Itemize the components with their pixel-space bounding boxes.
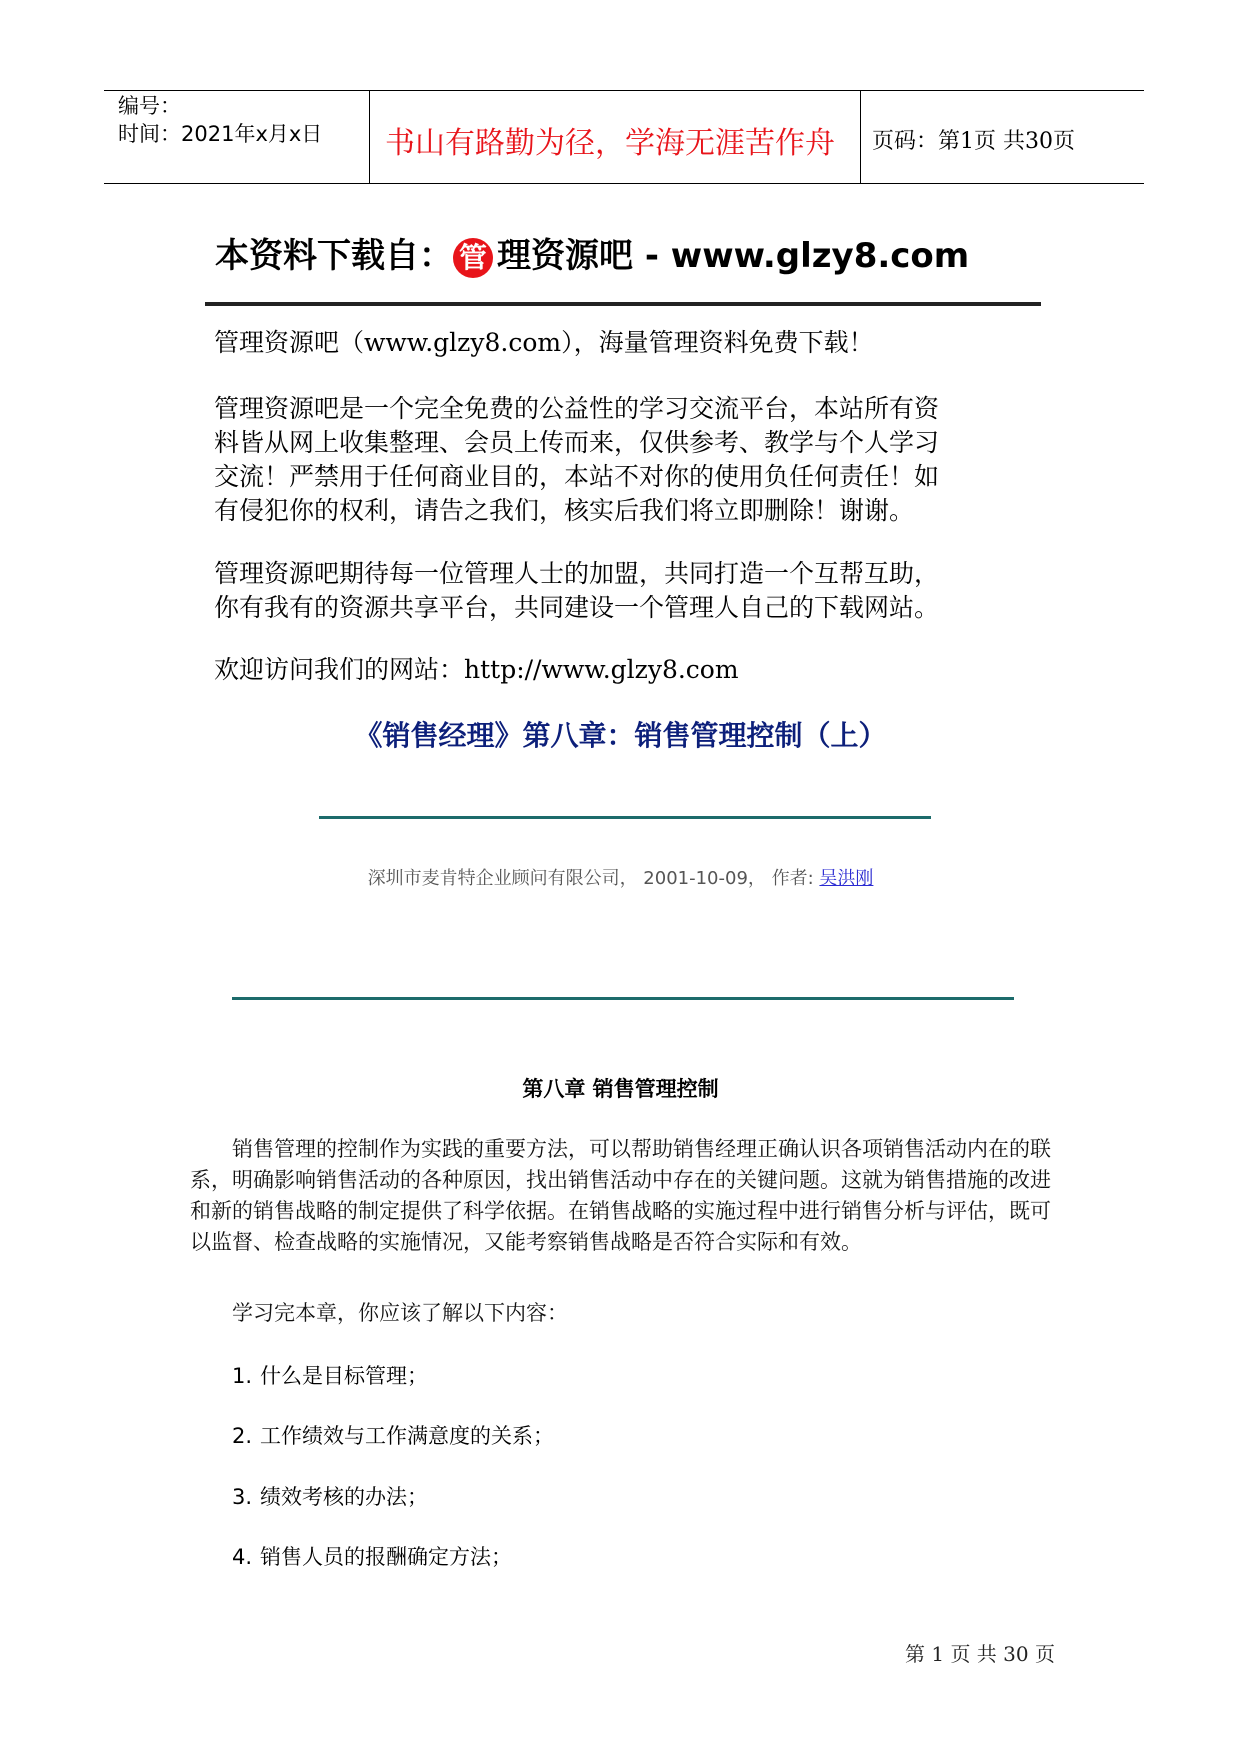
intro-paragraph: 销售管理的控制作为实践的重要方法，可以帮助销售经理正确认识各项销售活动内在的联系，明确影响销售活动的各种原因，找出销售活动中存在的关键问题。这就为销售措施的改进和新的销售战略的制定提供了科学依据。在销售战略的实施过程中进行销售分析与评估，既可以监督、检查战略的实施情况，又能考察销售战略是否符合实际和有效。: [190, 1137, 1051, 1254]
author-link[interactable]: 吴洪刚: [819, 868, 874, 889]
section-rule: [232, 997, 1014, 1000]
document-title: 《销售经理》第八章：销售管理控制（上）: [354, 719, 887, 752]
list-item-number: 4.: [232, 1545, 253, 1569]
learn-intro: 学习完本章，你应该了解以下内容：: [232, 1301, 568, 1325]
notice-p2-line: 料皆从网上收集整理、会员上传而来，仅供参考、教学与个人学习: [214, 428, 940, 457]
header-motto: 书山有路勤为径，学海无涯苦作舟: [385, 126, 835, 161]
notice-paragraph-2: [214, 392, 939, 528]
banner-site-name: 理资源吧: [497, 236, 633, 276]
notice-p3-line: 你有我有的资源共享平台，共同建设一个管理人自己的下载网站。: [214, 593, 940, 622]
header-number-label: 编号：: [118, 94, 181, 118]
list-item-number: 2.: [232, 1424, 253, 1448]
notice-line1: 管理资源吧（www.glzy8.com），海量管理资料免费下载！: [214, 328, 874, 357]
notice-paragraph-3: [214, 557, 939, 625]
header-meta: [118, 92, 322, 148]
download-banner: [215, 228, 969, 278]
byline: [0, 864, 1241, 890]
chapter-heading: 第八章 销售管理控制: [522, 1077, 719, 1101]
header-page-info: 页码：第1页 共30页: [872, 129, 1075, 154]
list-item-number: 3.: [232, 1485, 253, 1509]
list-item: [232, 1481, 428, 1511]
notice-p2-line: 交流！严禁用于任何商业目的，本站不对你的使用负任何责任！如: [214, 462, 940, 491]
header-top-rule: [104, 90, 1144, 91]
header-divider-right: [860, 90, 861, 183]
byline-text: 深圳市麦肯特企业顾问有限公司， 2001-10-09， 作者:: [367, 868, 820, 889]
notice-p3-line: 管理资源吧期待每一位管理人士的加盟，共同打造一个互帮互助，: [214, 559, 940, 588]
page-footer: 第 1 页 共 30 页: [905, 1642, 1055, 1666]
header-time-label: 时间：2021年x月x日: [118, 122, 323, 146]
banner-url: - www.glzy8.com: [633, 236, 970, 276]
site-logo-icon: 管: [453, 238, 493, 278]
list-item-text: 什么是目标管理；: [260, 1364, 429, 1388]
title-rule: [319, 816, 931, 819]
banner-rule: [205, 302, 1041, 306]
list-item-text: 绩效考核的办法；: [260, 1485, 429, 1509]
list-item-text: 销售人员的报酬确定方法；: [260, 1545, 513, 1569]
notice-p2-line: 管理资源吧是一个完全免费的公益性的学习交流平台，本站所有资: [214, 394, 940, 423]
banner-prefix: 本资料下载自：: [215, 236, 453, 276]
notice-p2-line: 有侵犯你的权利，请告之我们，核实后我们将立即删除！谢谢。: [214, 496, 915, 525]
list-item-number: 1.: [232, 1364, 253, 1388]
list-item-text: 工作绩效与工作满意度的关系；: [260, 1424, 555, 1448]
list-item: [232, 1541, 512, 1571]
notice-visit: 欢迎访问我们的网站：http://www.glzy8.com: [214, 655, 739, 684]
header-bottom-rule: [104, 183, 1144, 184]
list-item: [232, 1360, 428, 1390]
list-item: [232, 1420, 554, 1450]
